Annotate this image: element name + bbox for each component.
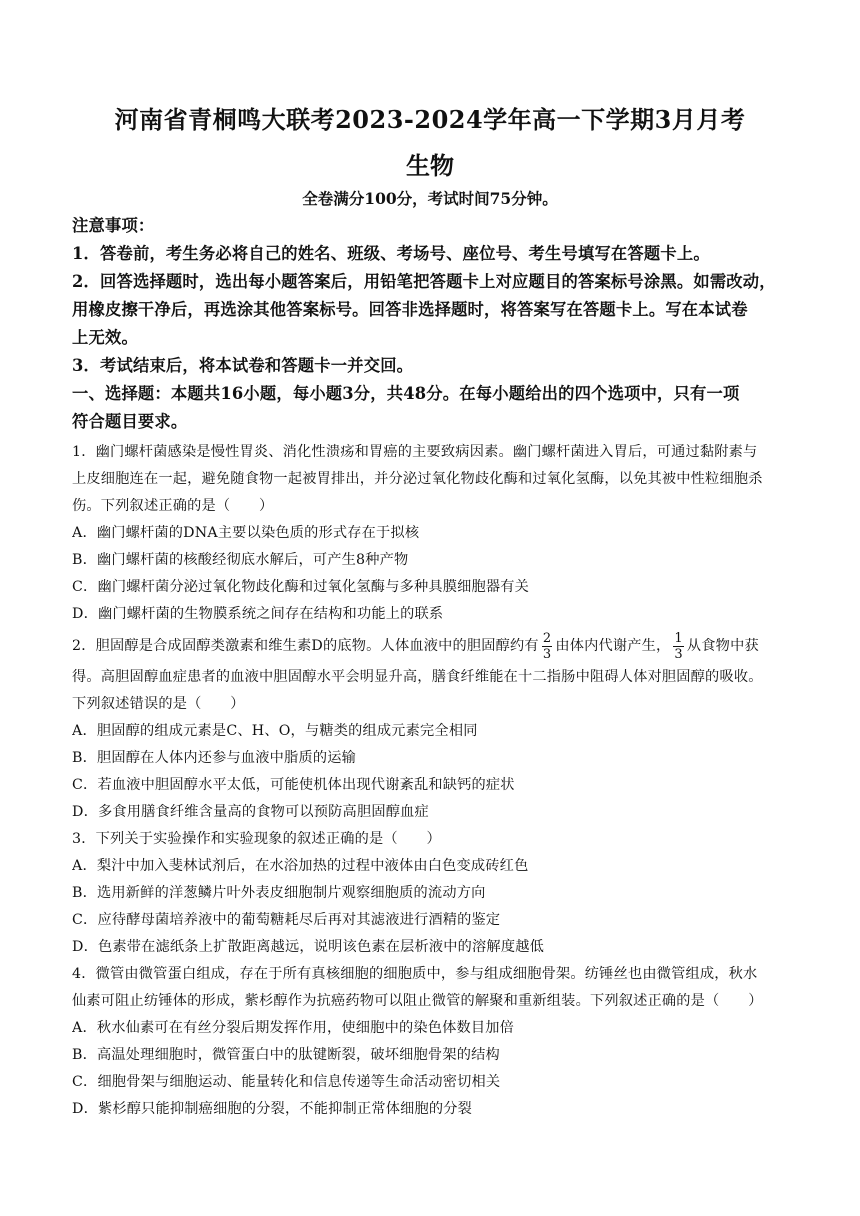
question-2-option-a: A．胆固醇的组成元素是C、H、O，与糖类的组成元素完全相同 [72,723,478,739]
fraction-two-thirds: $\frac{2}{3}$ [542,630,552,662]
exam-body [72,212,802,1123]
question-2-option-c: C．若血液中胆固醇水平太低，可能使机体出现代谢紊乱和缺钙的症状 [72,777,515,793]
question-2-stem-part-2: 由体内代谢产生， [555,638,671,654]
section-heading: 一、选择题：本题共16小题，每小题3分，共48分。在每小题给出的四个选项中，只有一项 [72,384,740,403]
question-4-stem-cont: 仙素可阻止纺锤体的形成，紫杉醇作为抗癌药物可以阻止微管的解聚和重新组装。下列叙述正确的是（ ） [72,993,763,1009]
question-1-stem-cont: 上皮细胞连在一起，避免随食物一起被胃排出，并分泌过氧化物歧化酶和过氧化氢酶，以免其被中性粒细胞杀 [72,471,763,487]
question-1-option-d: D．幽门螺杆菌的生物膜系统之间存在结构和功能上的联系 [72,606,444,622]
note-item-1: 1．答卷前，考生务必将自己的姓名、班级、考场号、座位号、考生号填写在答题卡上。 [72,244,710,263]
question-2-option-d: D．多食用膳食纤维含量高的食物可以预防高胆固醇血症 [72,804,429,820]
question-2-option-b: B．胆固醇在人体内还参与血液中脂质的运输 [72,750,356,766]
note-item-3: 3．考试结束后，将本试卷和答题卡一并交回。 [72,356,414,375]
question-1-stem: 1．幽门螺杆菌感染是慢性胃炎、消化性溃疡和胃癌的主要致病因素。幽门螺杆菌进入胃后，可通过黏附素与 [72,444,758,460]
question-3-option-c: C．应待酵母菌培养液中的葡萄糖耗尽后再对其滤液进行酒精的鉴定 [72,912,501,928]
fraction-one-third: $\frac{1}{3}$ [674,630,683,662]
exam-title: 河南省青桐鸣大联考2023-2024学年高一下学期3月月考 [114,105,746,134]
question-4-option-d: D．紫杉醇只能抑制癌细胞的分裂，不能抑制正常体细胞的分裂 [72,1101,473,1117]
note-item-2: 2．回答选择题时，选出每小题答案后，用铅笔把答题卡上对应题目的答案标号涂黑。如需改动， [72,272,776,291]
note-item-2-cont: 用橡皮擦干净后，再选涂其他答案标号。回答非选择题时，将答案写在答题卡上。写在本试卷 [72,300,748,319]
question-3-option-d: D．色素带在滤纸条上扩散距离越远，说明该色素在层析液中的溶解度越低 [72,939,544,955]
question-2-stem-end: 下列叙述错误的是（ ） [72,696,245,712]
note-item-2-end: 上无效。 [72,328,138,347]
question-2-stem [72,628,802,664]
question-4-option-c: C．细胞骨架与细胞运动、能量转化和信息传递等生命活动密切相关 [72,1074,501,1090]
question-3-stem: 3．下列关于实验操作和实验现象的叙述正确的是（ ） [72,831,441,847]
question-2-stem-part-1: 2．胆固醇是合成固醇类激素和维生素D的底物。人体血液中的胆固醇约有 [72,638,539,654]
question-4-stem: 4．微管由微管蛋白组成，存在于所有真核细胞的细胞质中，参与组成细胞骨架。纺锤丝也由微管组成，秋水 [72,966,758,982]
question-1-option-b: B．幽门螺杆菌的核酸经彻底水解后，可产生8种产物 [72,552,409,568]
section-heading-cont: 符合题目要求。 [72,412,188,431]
notes-heading: 注意事项： [72,216,155,235]
question-2-stem-cont: 得。高胆固醇血症患者的血液中胆固醇水平会明显升高，膳食纤维能在十二指肠中阻碍人体对胆固醇的吸收。 [72,669,763,685]
question-3-option-a: A．梨汁中加入斐林试剂后，在水浴加热的过程中液体由白色变成砖红色 [72,858,529,874]
question-1-option-c: C．幽门螺杆菌分泌过氧化物歧化酶和过氧化氢酶与多种具膜细胞器有关 [72,579,530,595]
question-4-option-b: B．高温处理细胞时，微管蛋白中的肽键断裂，破坏细胞骨架的结构 [72,1047,500,1063]
question-3-option-b: B．选用新鲜的洋葱鳞片叶外表皮细胞制片观察细胞质的流动方向 [72,885,486,901]
score-note: 全卷满分100分，考试时间75分钟。 [302,189,558,208]
subject-title: 生物 [406,151,454,180]
question-4-option-a: A．秋水仙素可在有丝分裂后期发挥作用，使细胞中的染色体数目加倍 [72,1020,515,1036]
question-1-option-a: A．幽门螺杆菌的DNA主要以染色质的形式存在于拟核 [72,525,420,541]
question-2-stem-part-3: 从食物中获 [686,638,759,654]
question-1-stem-end: 伤。下列叙述正确的是（ ） [72,498,274,514]
